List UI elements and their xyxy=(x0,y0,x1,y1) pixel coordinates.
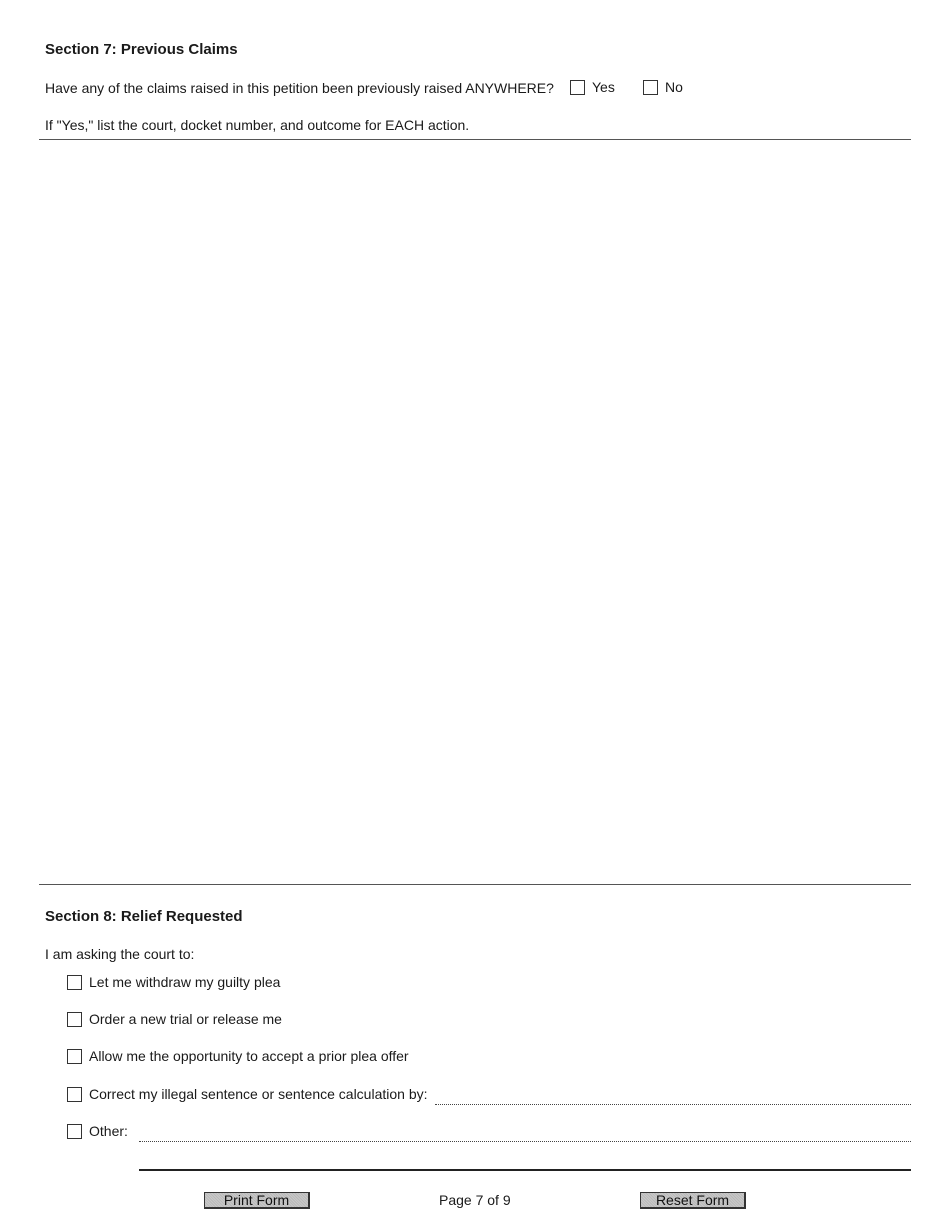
previous-claims-question: Have any of the claims raised in this petition been previously raised ANYWHERE? xyxy=(45,80,554,96)
new-trial-checkbox[interactable] xyxy=(67,1012,82,1027)
correct-sentence-input[interactable] xyxy=(435,1104,911,1105)
print-form-button[interactable]: Print Form xyxy=(204,1192,310,1209)
page-number: Page 7 of 9 xyxy=(439,1192,511,1208)
yes-label: Yes xyxy=(592,79,615,95)
prior-plea-label: Allow me the opportunity to accept a prior plea offer xyxy=(89,1048,409,1064)
previous-claims-answer-area[interactable] xyxy=(39,140,911,883)
other-input-line-2[interactable] xyxy=(139,1169,911,1171)
correct-sentence-checkbox[interactable] xyxy=(67,1087,82,1102)
withdraw-plea-label: Let me withdraw my guilty plea xyxy=(89,974,281,990)
no-label: No xyxy=(665,79,683,95)
relief-intro: I am asking the court to: xyxy=(45,946,195,962)
new-trial-label: Order a new trial or release me xyxy=(89,1011,282,1027)
other-input-line-1[interactable] xyxy=(139,1141,911,1142)
no-checkbox[interactable] xyxy=(643,80,658,95)
yes-checkbox[interactable] xyxy=(570,80,585,95)
prior-plea-checkbox[interactable] xyxy=(67,1049,82,1064)
section-8-heading: Section 8: Relief Requested xyxy=(45,908,243,925)
other-checkbox[interactable] xyxy=(67,1124,82,1139)
other-label: Other: xyxy=(89,1123,128,1139)
section-7-heading: Section 7: Previous Claims xyxy=(45,41,238,58)
previous-claims-instruction: If "Yes," list the court, docket number, and outcome for EACH action. xyxy=(45,117,470,133)
correct-sentence-label: Correct my illegal sentence or sentence calculation by: xyxy=(89,1086,428,1102)
withdraw-plea-checkbox[interactable] xyxy=(67,975,82,990)
answer-area-bottom-rule xyxy=(39,884,911,885)
reset-form-button[interactable]: Reset Form xyxy=(640,1192,746,1209)
